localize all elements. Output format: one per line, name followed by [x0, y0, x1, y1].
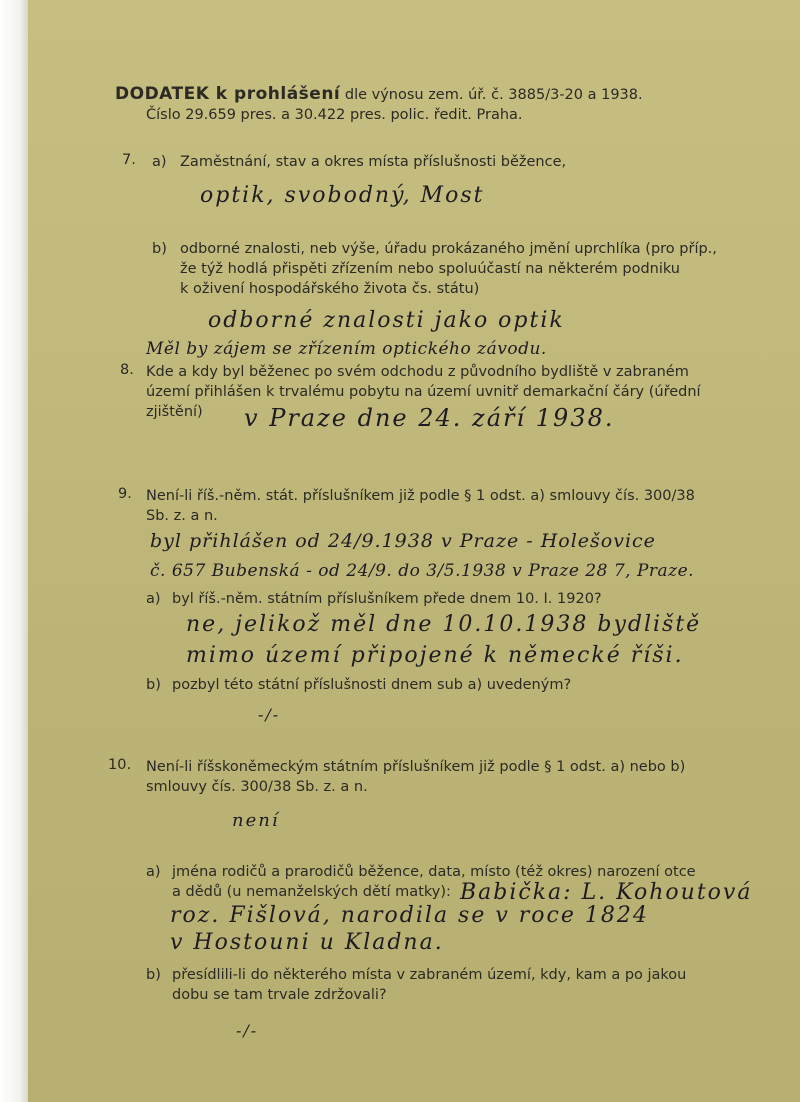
q9-handwriting-2: č. 657 Bubenská - od 24/9. do 3/5.1938 v Praze 28 7, Praze. [150, 561, 695, 581]
q7-number: 7. [122, 152, 136, 168]
q9a-label: a) [146, 591, 161, 607]
q10a-handwriting-3: v Hostouni u Kladna. [170, 930, 444, 955]
q10a-line-1: jména rodičů a prarodičů běžence, data, místo (též okres) narození otce [172, 864, 696, 880]
q10b-line-2: dobu se tam trvale zdržovali? [172, 987, 387, 1003]
q7b-handwriting-1: odborné znalosti jako optik [208, 308, 565, 333]
document-title [115, 84, 643, 105]
q10b-line-1: přesídlili-li do některého místa v zabraném území, kdy, kam a po jakou [172, 967, 687, 983]
document-subtitle: Číslo 29.659 pres. a 30.422 pres. polic. ředit. Praha. [146, 107, 523, 123]
q10b-handwriting: -/- [236, 1021, 259, 1040]
q9-number: 9. [118, 486, 132, 502]
q9-line-2: Sb. z. a n. [146, 508, 218, 524]
q10-line-1: Není-li říšskoněmeckým státním příslušníkem již podle § 1 odst. a) nebo b) [146, 759, 686, 775]
q10a-label: a) [146, 864, 161, 880]
title-rest: dle výnosu zem. úř. č. 3885/3-20 a 1938. [344, 87, 643, 103]
q8-handwriting: v Praze dne 24. září 1938. [244, 404, 615, 432]
scan-margin [0, 0, 28, 1102]
q7b-line-3: k oživení hospodářského života čs. státu) [180, 281, 480, 297]
q7b-label: b) [152, 241, 167, 257]
q10b-label: b) [146, 967, 161, 983]
q9b-label: b) [146, 677, 161, 693]
q10a-handwriting-2: roz. Fišlová, narodila se v roce 1824 [170, 903, 649, 928]
q7a-label: a) [152, 154, 167, 170]
q9b-handwriting: -/- [258, 705, 281, 724]
q8-line-1: Kde a kdy byl běženec po svém odchodu z původního bydliště v zabraném [146, 364, 689, 380]
q9-line-1: Není-li říš.-něm. stát. příslušníkem již podle § 1 odst. a) smlouvy čís. 300/38 [146, 488, 695, 504]
q7b-line-1: odborné znalosti, neb výše, úřadu prokázaného jmění uprchlíka (pro příp., [180, 241, 717, 257]
q10-number: 10. [108, 757, 132, 773]
q9a-handwriting-2: mimo území připojené k německé říši. [186, 643, 684, 668]
q10-handwriting: není [232, 810, 280, 831]
q9b-text: pozbyl této státní příslušnosti dnem sub a) uvedeným? [172, 677, 572, 693]
q10a-line-2: a dědů (u nemanželských dětí matky): [172, 884, 451, 900]
q10a-handwriting-1: Babička: L. Kohoutová [460, 880, 753, 905]
q8-line-3: zjištění) [146, 404, 203, 420]
q7a-handwriting: optik, svobodný, Most [200, 183, 485, 208]
q9a-handwriting-1: ne, jelikož měl dne 10.10.1938 bydliště [186, 612, 702, 637]
q9a-text: byl říš.-něm. státním příslušníkem přede dnem 10. I. 1920? [172, 591, 602, 607]
title-bold: DODATEK k prohlášení [115, 84, 341, 104]
q7b-line-2: že týž hodlá přispěti zřízením nebo spoluúčastí na některém podniku [180, 261, 681, 277]
q8-number: 8. [120, 362, 134, 378]
q9-handwriting-1: byl přihlášen od 24/9.1938 v Praze - Holešovice [150, 530, 656, 552]
q7a-text: Zaměstnání, stav a okres místa příslušnosti běžence, [180, 154, 567, 170]
q8-line-2: území přihlášen k trvalému pobytu na území uvnitř demarkační čáry (úřední [146, 384, 701, 400]
q10-line-2: smlouvy čís. 300/38 Sb. z. a n. [146, 779, 368, 795]
q7b-handwriting-2: Měl by zájem se zřízením optického závodu. [146, 339, 547, 359]
